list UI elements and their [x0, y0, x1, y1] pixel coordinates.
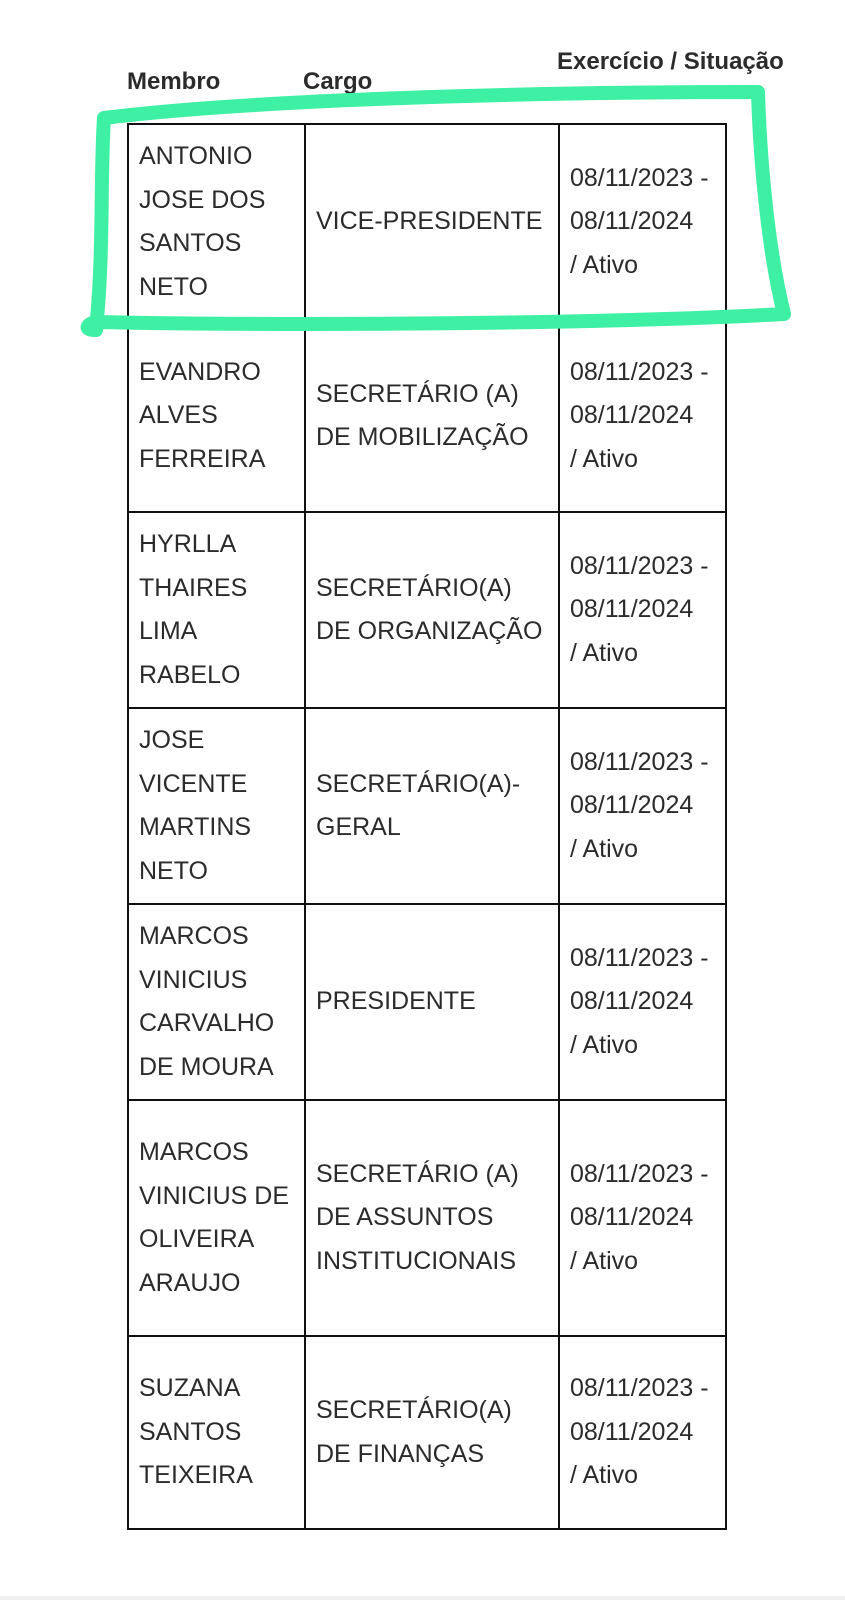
term-period: 08/11/2023 - 08/11/2024 — [570, 551, 709, 624]
members-table — [127, 123, 727, 1530]
exercise-cell — [559, 512, 726, 708]
exercise-cell — [559, 1100, 726, 1336]
term-period: 08/11/2023 - 08/11/2024 — [570, 357, 709, 430]
table-row — [128, 512, 726, 708]
cargo-cell: SECRETÁRIO (A) DE ASSUNTOS INSTITUCIONAIS — [305, 1100, 559, 1336]
term-period: 08/11/2023 - 08/11/2024 — [570, 747, 709, 820]
bottom-divider — [0, 1596, 845, 1600]
cargo-cell: SECRETÁRIO(A) DE ORGANIZAÇÃO — [305, 512, 559, 708]
status-text: / Ativo — [570, 1030, 639, 1059]
column-header-member: Membro — [127, 68, 221, 95]
member-name-cell: EVANDRO ALVES FERREIRA — [128, 320, 305, 512]
status-text: / Ativo — [570, 638, 639, 667]
cargo-cell: SECRETÁRIO (A) DE MOBILIZAÇÃO — [305, 320, 559, 512]
cargo-cell: PRESIDENTE — [305, 904, 559, 1100]
table-row — [128, 320, 726, 512]
status-text: / Ativo — [570, 1246, 639, 1275]
column-header-exercise: Exercício / Situação — [557, 48, 784, 75]
exercise-cell — [559, 708, 726, 904]
term-period: 08/11/2023 - 08/11/2024 — [570, 163, 709, 236]
column-header-cargo: Cargo — [303, 68, 373, 95]
exercise-cell — [559, 904, 726, 1100]
status-text: / Ativo — [570, 834, 639, 863]
table-row — [128, 1336, 726, 1529]
member-name-cell: ANTONIO JOSE DOS SANTOS NETO — [128, 124, 305, 320]
table-row — [128, 124, 726, 320]
term-period: 08/11/2023 - 08/11/2024 — [570, 1374, 709, 1446]
status-text: / Ativo — [570, 1461, 639, 1490]
member-name-cell: MARCOS VINICIUS CARVALHO DE MOURA — [128, 904, 305, 1100]
table-row — [128, 904, 726, 1100]
exercise-cell — [559, 1336, 726, 1529]
status-text: / Ativo — [570, 444, 639, 473]
cargo-cell: SECRETÁRIO(A)-GERAL — [305, 708, 559, 904]
table-row — [128, 1100, 726, 1336]
exercise-cell — [559, 124, 726, 320]
table-row — [128, 708, 726, 904]
exercise-cell — [559, 320, 726, 512]
member-name-cell: JOSE VICENTE MARTINS NETO — [128, 708, 305, 904]
cargo-cell: VICE-PRESIDENTE — [305, 124, 559, 320]
member-name-cell: HYRLLA THAIRES LIMA RABELO — [128, 512, 305, 708]
term-period: 08/11/2023 - 08/11/2024 — [570, 1159, 709, 1232]
member-name-cell: SUZANA SANTOS TEIXEIRA — [128, 1336, 305, 1529]
term-period: 08/11/2023 - 08/11/2024 — [570, 943, 709, 1016]
member-name-cell: MARCOS VINICIUS DE OLIVEIRA ARAUJO — [128, 1100, 305, 1336]
status-text: / Ativo — [570, 250, 639, 279]
cargo-cell: SECRETÁRIO(A) DE FINANÇAS — [305, 1336, 559, 1529]
